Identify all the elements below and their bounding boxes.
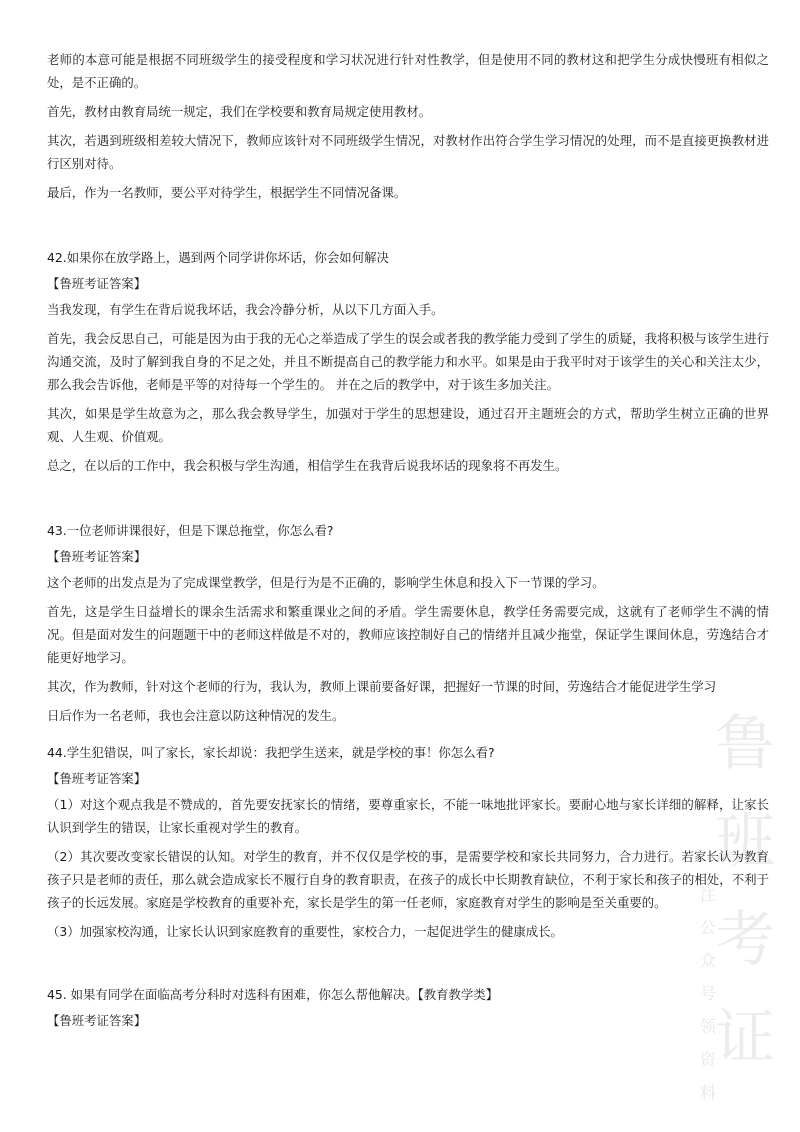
question-43: 43.一位老师讲课很好，但是下课总拖堂，你怎么看?: [47, 523, 334, 538]
watermark-char: 号: [699, 984, 716, 1003]
watermark-char: 领: [699, 1017, 716, 1036]
q44-paragraph-1: （1）对这个观点我是不赞成的，首先要安抚家长的情绪，要尊重家长，不能一味地批评家长。要耐心地与家长详细的解释，让家长认识到学生的错误，让家长重视对学生的教育。: [47, 797, 769, 835]
q42-paragraph-1: 当我发现，有学生在背后说我坏话，我会冷静分析，从以下几方面入手。: [47, 302, 444, 317]
q43-paragraph-1: 这个老师的出发点是为了完成课堂教学，但是行为是不正确的，影响学生休息和投入下一节课的学习。: [47, 575, 605, 590]
answer-label-43: 【鲁班考证答案】: [47, 549, 147, 564]
intro-paragraph-3: 其次，若遇到班级相差较大情况下，教师应该针对不同班级学生情况，对教材作出符合学生学习情况的处理，而不是直接更换教材进行区别对待。: [47, 133, 769, 171]
intro-paragraph-1: 老师的本意可能是根据不同班级学生的接受程度和学习状况进行针对性教学，但是使用不同的教材这和把学生分成快慢班有相似之处，是不正确的。: [47, 52, 769, 90]
q44-paragraph-3: （3）加强家校沟通，让家长认识到家庭教育的重要性，家校合力，一起促进学生的健康成长。: [47, 924, 563, 939]
watermark-char: 班: [715, 807, 775, 877]
question-44: 44.学生犯错误，叫了家长，家长却说：我把学生送来，就是学校的事！你怎么看?: [47, 745, 495, 760]
watermark-char: 注: [699, 885, 716, 904]
watermark-char: 证: [715, 1003, 775, 1073]
watermark-char: 公: [699, 918, 716, 937]
q43-paragraph-3: 其次，作为教师，针对这个老师的行为，我认为，教师上课前要备好课，把握好一节课的时间，劳逸结合才能促进学生学习: [47, 679, 717, 694]
answer-label-45: 【鲁班考证答案】: [47, 1013, 147, 1028]
watermark-char: 鲁: [715, 709, 775, 779]
answer-label-44: 【鲁班考证答案】: [47, 771, 147, 786]
answer-label-42: 【鲁班考证答案】: [47, 276, 147, 291]
question-45: 45. 如果有同学在面临高考分科时对选科有困难，你怎么帮他解决。【教育教学类】: [47, 987, 499, 1002]
q42-paragraph-2: 首先，我会反思自己，可能是因为由于我的无心之举造成了学生的误会或者我的教学能力受到了学生的质疑，我将积极与该学生进行沟通交流，及时了解到我自身的不足之处，并且不断提高自己的教学能力和水平。如果是由于我平时对于该学生的关心和关注太少，那么我会告诉他，老师是平等的对待每一个学生的。 并在之后的教学中，对于该生多加关注。: [47, 331, 769, 392]
watermark-char: 资: [699, 1050, 716, 1069]
question-42: 42.如果你在放学路上，遇到两个同学讲你坏话，你会如何解决: [47, 250, 389, 265]
q44-paragraph-2: （2）其次要改变家长错误的认知。对学生的教育，并不仅仅是学校的事，是需要学校和家长共同努力，合力进行。若家长认为教育孩子只是老师的责任，那么就会造成家长不履行自身的教育职责，在孩子的成长中长期教育缺位，不利于家长和孩子的相处，不利于孩子的长远发展。家庭是学校教育的重要补充，家长是学生的第一任老师，家庭教育对学生的影响是至关重要的。: [47, 849, 769, 910]
q42-paragraph-3: 其次，如果是学生故意为之，那么我会教导学生，加强对于学生的思想建设，通过召开主题班会的方式，帮助学生树立正确的世界观、人生观、价值观。: [47, 406, 769, 444]
intro-paragraph-4: 最后，作为一名教师，要公平对待学生，根据学生不同情况备课。: [47, 185, 407, 200]
watermark-char: 众: [699, 951, 716, 970]
q42-paragraph-4: 总之，在以后的工作中，我会积极与学生沟通，相信学生在我背后说我坏话的现象将不再发生。: [47, 458, 568, 473]
watermark-char: 料: [699, 1083, 716, 1102]
intro-paragraph-2: 首先，教材由教育局统一规定，我们在学校要和教育局规定使用教材。: [47, 104, 432, 119]
document-page: [47, 48, 769, 1035]
q43-paragraph-4: 日后作为一名老师，我也会注意以防这种情况的发生。: [47, 708, 345, 723]
q43-paragraph-2: 首先，这是学生日益增长的课余生活需求和繁重课业之间的矛盾。学生需要休息，教学任务需要完成，这就有了老师学生不满的情况。但是面对发生的问题题干中的老师这样做是不对的，教师应该控制好自己的情绪并且减少拖堂，保证学生课间休息，劳逸结合才能更好地学习。: [47, 604, 769, 665]
watermark-char: 考: [715, 905, 775, 975]
